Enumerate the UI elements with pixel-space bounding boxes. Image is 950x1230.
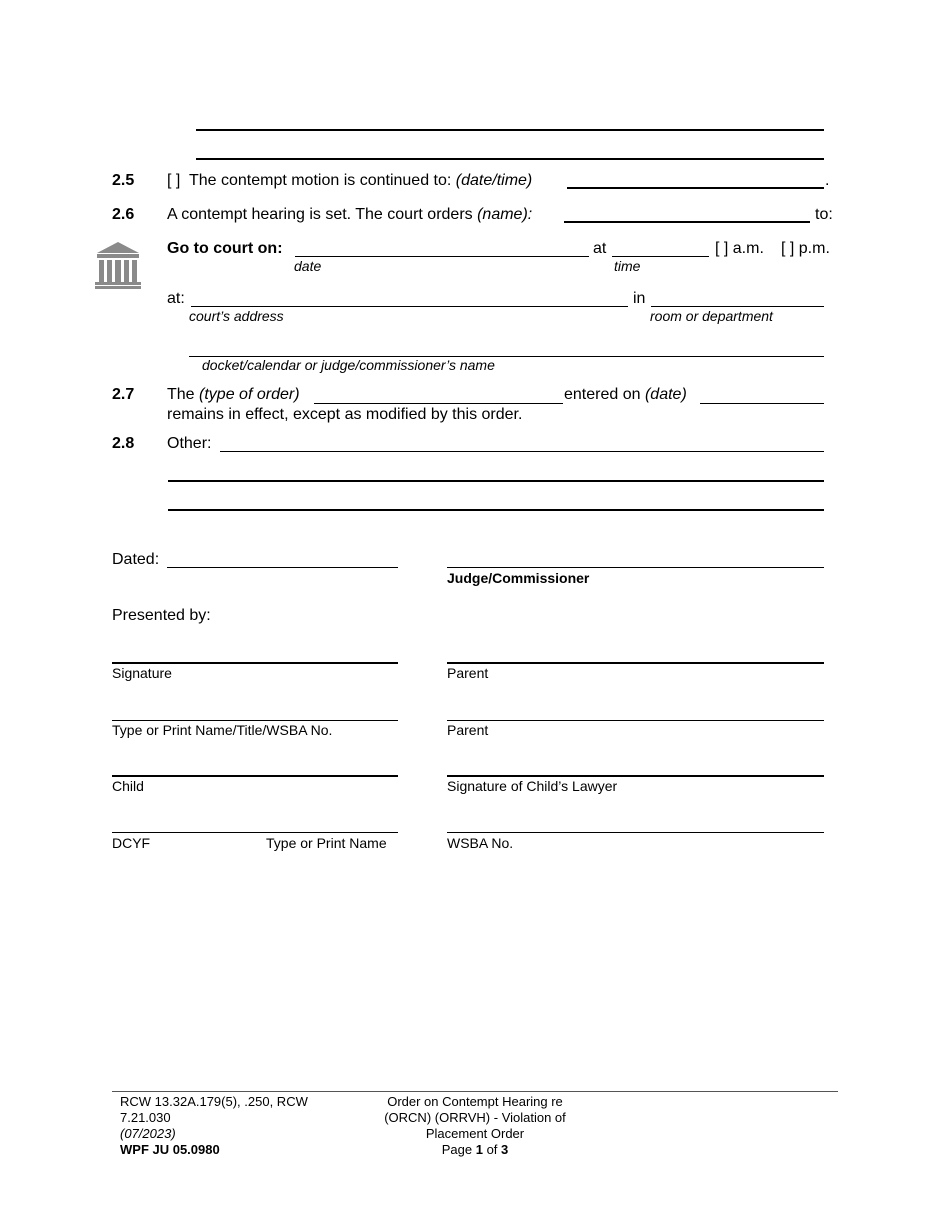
- wsba-field[interactable]: [447, 832, 824, 833]
- section-2-5-number: 2.5: [112, 172, 135, 189]
- parent-2-label: Parent: [447, 722, 489, 738]
- section-2-7-entered: entered on (date): [564, 386, 687, 403]
- blank-line-top-2[interactable]: [196, 158, 824, 160]
- entered-date-field[interactable]: [700, 403, 824, 404]
- address-caption: court’s address: [189, 308, 284, 324]
- go-to-court-label: Go to court on:: [167, 240, 283, 257]
- footer-rcw-2: 7.21.030: [120, 1110, 171, 1125]
- footer-title-3: Placement Order: [425, 1126, 525, 1141]
- am-checkbox[interactable]: [ ] a.m.: [715, 240, 764, 257]
- signature-label: Signature: [112, 665, 172, 681]
- footer-rcw-1: RCW 13.32A.179(5), .250, RCW: [120, 1094, 308, 1109]
- dcyf-label: DCYF: [112, 835, 151, 851]
- section-2-7-line2: remains in effect, except as modified by this order.: [167, 406, 523, 423]
- section-2-5-checkbox[interactable]: [ ]: [167, 172, 181, 189]
- footer-divider: [112, 1091, 838, 1092]
- footer-page: Page 1 of 3: [441, 1142, 509, 1157]
- footer-title-2: (ORCN) (ORRVH) - Violation of: [384, 1110, 566, 1125]
- other-field-3[interactable]: [168, 509, 824, 511]
- type-name-field[interactable]: [112, 720, 398, 721]
- parent-2-field[interactable]: [447, 720, 824, 721]
- childs-lawyer-label: Signature of Child’s Lawyer: [447, 778, 618, 794]
- room-field[interactable]: [651, 306, 824, 307]
- wsba-label: WSBA No.: [447, 835, 514, 851]
- dated-field[interactable]: [167, 567, 398, 568]
- child-field[interactable]: [112, 775, 398, 777]
- type-print-name-label: Type or Print Name: [266, 835, 387, 851]
- section-2-8-number: 2.8: [112, 435, 135, 452]
- section-2-8-other: Other:: [167, 435, 212, 452]
- dated-label: Dated:: [112, 551, 160, 568]
- court-time-field[interactable]: [612, 256, 709, 257]
- blank-line-top-1[interactable]: [196, 129, 824, 131]
- section-2-5-text: [ ] The contempt motion is continued to: (date/time): [167, 172, 533, 189]
- section-2-6-text: A contempt hearing is set. The court orders (name):: [167, 206, 533, 223]
- continued-date-field[interactable]: [567, 187, 824, 189]
- presented-by-label: Presented by:: [112, 607, 211, 624]
- signature-field[interactable]: [112, 662, 398, 664]
- footer-title-1: Order on Contempt Hearing re: [387, 1094, 563, 1109]
- in-label: in: [633, 290, 646, 307]
- type-of-order-field[interactable]: [314, 403, 563, 404]
- docket-caption: docket/calendar or judge/commissioner’s name: [202, 357, 495, 373]
- at-label: at: [593, 240, 607, 257]
- section-2-7-number: 2.7: [112, 386, 135, 403]
- judge-commissioner-label: Judge/Commissioner: [447, 570, 590, 586]
- room-caption: room or department: [650, 308, 773, 324]
- section-2-6-to: to:: [815, 206, 833, 223]
- section-2-7-the: The (type of order): [167, 386, 300, 403]
- pm-checkbox[interactable]: [ ] p.m.: [781, 240, 830, 257]
- childs-lawyer-field[interactable]: [447, 775, 824, 777]
- court-date-field[interactable]: [295, 256, 589, 257]
- court-address-field[interactable]: [191, 306, 628, 307]
- child-label: Child: [112, 778, 144, 794]
- parent-1-label: Parent: [447, 665, 489, 681]
- time-caption: time: [614, 258, 641, 274]
- judge-signature-field[interactable]: [447, 567, 824, 568]
- court-orders-name-field[interactable]: [564, 221, 810, 223]
- footer-form-number: WPF JU 05.0980: [120, 1142, 220, 1157]
- section-2-6-number: 2.6: [112, 206, 135, 223]
- section-2-5-period: .: [825, 172, 830, 189]
- footer-date: (07/2023): [120, 1126, 176, 1141]
- courthouse-icon: [95, 242, 141, 290]
- parent-1-field[interactable]: [447, 662, 824, 664]
- other-field-1[interactable]: [220, 451, 824, 452]
- at-address-label: at:: [167, 290, 185, 307]
- date-caption: date: [294, 258, 322, 274]
- other-field-2[interactable]: [168, 480, 824, 482]
- dcyf-field[interactable]: [112, 832, 398, 833]
- type-name-label: Type or Print Name/Title/WSBA No.: [112, 722, 333, 738]
